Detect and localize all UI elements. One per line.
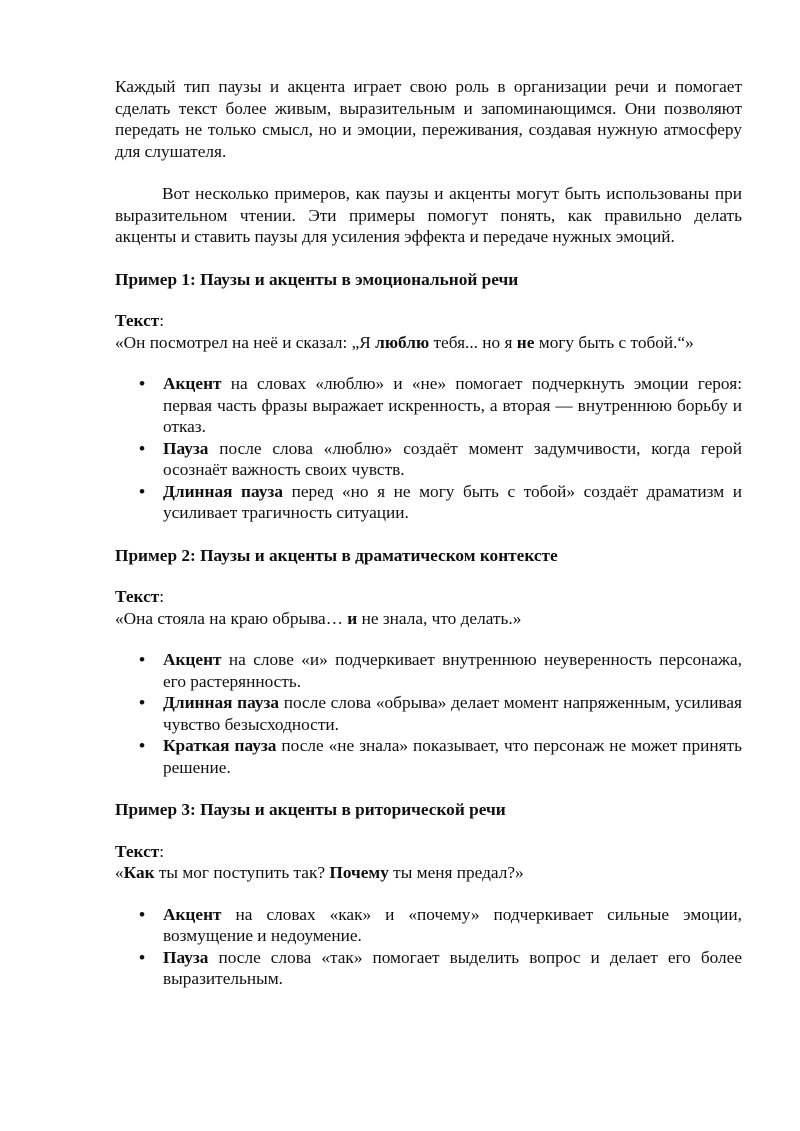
quote-part: «Он посмотрел на неё и сказал: „Я [115, 332, 376, 352]
quote-emphasis: люблю [375, 332, 430, 352]
quote-part: могу быть с тобой.“» [534, 332, 694, 352]
quote-part: «Она стояла на краю обрыва… [115, 608, 348, 628]
list-item-text: после «не знала» показывает, что персонаж не может принять решение. [163, 736, 742, 777]
example-3-section [115, 799, 742, 990]
list-item-text: на слове «и» подчеркивает внутреннюю неуверенность персонажа, его растерянность. [163, 650, 742, 691]
example-3-heading: Пример 3: Паузы и акценты в риторической речи [115, 800, 506, 819]
quote-part: не знала, что делать.» [357, 608, 522, 628]
quote-part: ты меня предал?» [388, 863, 524, 882]
list-item [115, 438, 742, 481]
list-item [115, 373, 742, 438]
list-item-text: на словах «люблю» и «не» помогает подчеркнуть эмоции героя: первая часть фразы выражает искренность, а вторая — внутреннюю борьбу и отказ. [163, 374, 742, 436]
list-item-term: Пауза [163, 947, 209, 967]
text-label-word: Текст [115, 587, 160, 606]
quote-emphasis: и [347, 608, 358, 628]
list-item-term: Пауза [163, 438, 209, 458]
text-label-colon: : [159, 311, 165, 330]
quote-emphasis: Как [123, 863, 155, 882]
example-3-bullet-list [115, 904, 742, 990]
example-2-text-label [115, 586, 742, 608]
example-1-heading: Пример 1: Паузы и акценты в эмоциональной речи [115, 269, 519, 289]
bullet-icon: • [139, 736, 146, 755]
example-1-bullet-list [115, 373, 742, 524]
example-3-text-label [115, 841, 742, 863]
list-item-term: Акцент [163, 374, 222, 393]
list-item-term: Длинная пауза [163, 693, 280, 712]
quote-part: ты мог поступить так? [154, 863, 330, 882]
text-label-word: Текст [115, 841, 160, 861]
example-2-section [115, 545, 742, 779]
list-item-term: Длинная пауза [163, 481, 283, 501]
text-label-colon: : [159, 841, 165, 861]
quote-emphasis: не [516, 332, 535, 352]
bullet-icon: • [139, 481, 146, 501]
list-item [115, 947, 742, 990]
bullet-icon: • [139, 904, 146, 924]
text-label-word: Текст [115, 311, 160, 330]
list-item-text: на словах «как» и «почему» подчеркивает сильные эмоции, возмущение и недоумение. [163, 904, 742, 945]
bullet-icon: • [139, 374, 146, 393]
list-item [115, 735, 742, 778]
bullet-icon: • [139, 693, 146, 712]
list-item [115, 692, 742, 735]
list-item-text: после слова «люблю» создаёт момент задумчивости, когда герой осознаёт важность своих чувств. [163, 438, 742, 479]
example-3-quote [115, 862, 742, 884]
bullet-icon: • [139, 650, 146, 669]
bullet-icon: • [139, 947, 146, 967]
list-item-term: Акцент [163, 904, 222, 924]
example-2-bullet-list [115, 649, 742, 778]
list-item [115, 481, 742, 524]
bullet-icon: • [139, 438, 146, 458]
intro-paragraph-1: Каждый тип паузы и акцента играет свою роль в организации речи и помогает сделать текст более живым, выразительным и запоминающимся. Они позволяют передать не только смысл, но и эмоции, переживания, создавая нужную атмосферу для слушателя. [115, 77, 742, 161]
intro-paragraph-2: Вот несколько примеров, как паузы и акценты могут быть использованы при выразительном чтении. Эти примеры помогут понять, как правильно делать акценты и ставить паузы для усиления эффекта и передаче нужных эмоций. [115, 184, 742, 246]
example-2-heading: Пример 2: Паузы и акценты в драматическом контексте [115, 545, 558, 565]
quote-part: « [115, 863, 124, 882]
example-1-quote [115, 332, 742, 354]
list-item [115, 904, 742, 947]
text-label-colon: : [159, 587, 165, 606]
list-item-text: после слова «так» помогает выделить вопрос и делает его более выразительным. [163, 947, 742, 988]
list-item-term: Краткая пауза [163, 736, 277, 755]
list-item-term: Акцент [163, 650, 222, 669]
example-2-quote [115, 608, 742, 630]
list-item [115, 649, 742, 692]
quote-part: тебя... но я [429, 332, 517, 352]
example-1-text-label [115, 310, 742, 332]
list-item-text: после слова «обрыва» делает момент напряженным, усиливая чувство безысходности. [163, 693, 742, 734]
quote-emphasis: Почему [329, 863, 389, 882]
example-1-section [115, 269, 742, 524]
list-item-text: перед «но я не могу быть с тобой» создаёт драматизм и усиливает трагичность ситуации. [163, 481, 742, 522]
